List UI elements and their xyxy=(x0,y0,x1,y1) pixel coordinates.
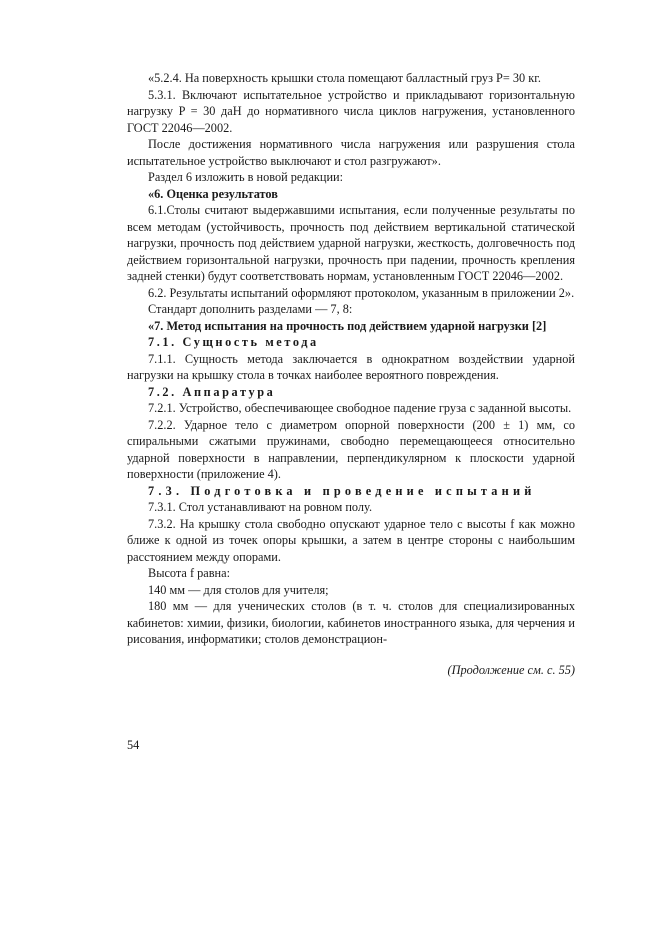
paragraph-140: 140 мм — для столов для учителя; xyxy=(148,582,329,597)
paragraph-supplement: Стандарт дополнить разделами — 7, 8: xyxy=(148,302,353,316)
paragraph-6-1: 6.1.Столы считают выдержавшими испытания, если полученные результаты по всем методам (устойчивость, прочность под действием вертикальной статической нагрузки, прочность под действием ударной нагрузки, жесткость, долговечность под действием горизонтальной нагрузки, прочность при падении, прочность крепления задней стенки) будут соответствовать нормам, установленным ГОСТ 22046—2002. xyxy=(127,203,575,283)
page-number: 54 xyxy=(127,738,140,752)
paragraph-5-3-1: 5.3.1. Включают испытательное устройство и прикладывают горизонтальную нагрузку P = 30 даН до нормативного числа циклов нагружения, установленного ГОСТ 22046—2002. xyxy=(127,87,575,135)
paragraph-7-3-2: 7.3.2. На крышку стола свободно опускают ударное тело с высоты f как можно ближе к одной из точек опоры крышки, а затем в центре стороны с наибольшим расстоянием между опорами. xyxy=(127,516,575,564)
paragraph-5-2-4: «5.2.4. На поверхность крышки стола помещают балластный груз P= 30 кг. xyxy=(148,71,541,85)
paragraph-7-3-1: 7.3.1. Стол устанавливают на ровном полу. xyxy=(148,500,373,514)
paragraph-7-1-1: 7.1.1. Сущность метода заключается в однократном воздействии ударной нагрузки на крышку стола в точках наиболее вероятного повреждения. xyxy=(127,351,575,382)
document-body xyxy=(127,70,575,678)
paragraph-section6-note: Раздел 6 изложить в новой редакции: xyxy=(148,170,344,184)
paragraph-7-2-1: 7.2.1. Устройство, обеспечивающее свободное падение груза с заданной высоты. xyxy=(148,401,572,415)
paragraph-height: Высота f равна: xyxy=(148,566,231,580)
paragraph-6-2: 6.2. Результаты испытаний оформляют протоколом, указанным в приложении 2». xyxy=(148,285,575,300)
heading-7-3: 7.3. Подготовка и проведение испытаний xyxy=(148,483,536,498)
paragraph-7-2-2: 7.2.2. Ударное тело с диаметром опорной поверхности (200 ± 1) мм, со спиральными сжатыми пружинами, свободно перемещающееся относительно ударной поверхности в направлении, перпендикулярном к плоскости ударной поверхности (приложение 4). xyxy=(127,417,575,481)
paragraph-180: 180 мм — для ученических столов (в т. ч. столов для специализированных кабинетов: химии, физики, биологии, кабинетов иностранного языка, для черчения и рисования, информатики; столов демонстрацион- xyxy=(127,599,575,646)
heading-7: «7. Метод испытания на прочность под действием ударной нагрузки [2] xyxy=(148,318,547,333)
continuation-note: (Продолжение см. с. 55) xyxy=(447,662,575,677)
paragraph-after-norm: После достижения нормативного числа нагружения или разрушения стола испытательное устройство выключают и стол разгружают». xyxy=(127,137,575,168)
heading-6: «6. Оценка результатов xyxy=(148,186,278,201)
heading-7-1: 7.1. Сущность метода xyxy=(148,335,319,349)
heading-7-2: 7.2. Аппаратура xyxy=(148,384,276,399)
